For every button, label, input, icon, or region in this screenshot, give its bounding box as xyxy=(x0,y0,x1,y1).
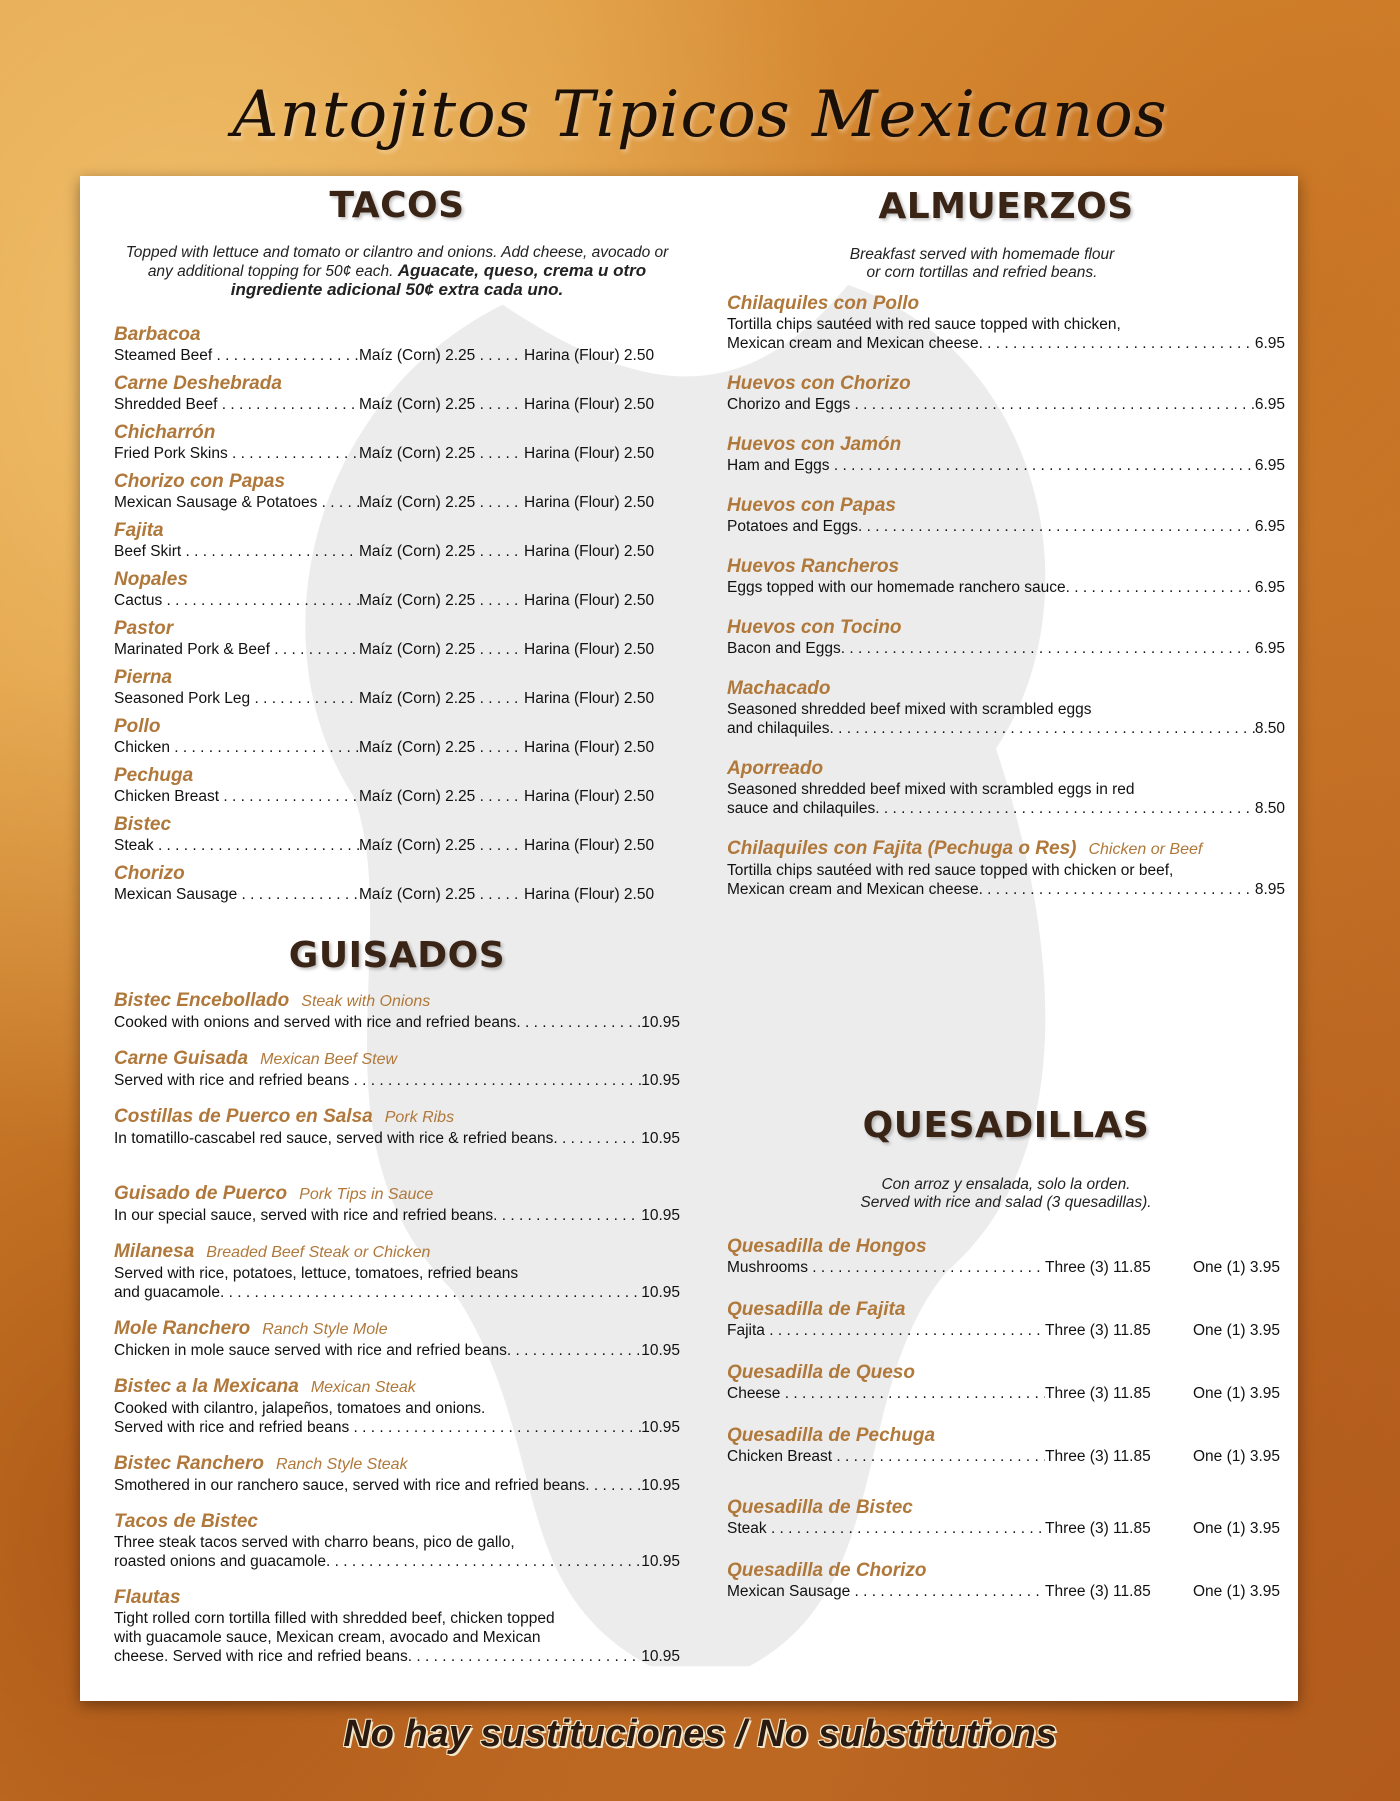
quesadilla-three-price: Three (3) 11.85 xyxy=(1045,1259,1151,1276)
guisado-subtitle: Ranch Style Steak xyxy=(275,1456,408,1473)
quesadilla-price-row xyxy=(727,1582,1285,1601)
quesadillas-intro-es: Con arroz y ensalada, solo la orden. xyxy=(881,1176,1131,1193)
guisado-price: 10.95 xyxy=(641,1130,680,1147)
taco-desc: Mexican Sausage . . . xyxy=(114,885,359,904)
guisado-price-row xyxy=(114,1476,680,1495)
guisado-price: 10.95 xyxy=(641,1014,680,1031)
taco-desc: Chicken . . . xyxy=(114,738,359,757)
taco-price-row xyxy=(114,444,680,463)
guisado-subtitle: Steak with Onions xyxy=(301,993,431,1010)
taco-corn-price: Maíz (Corn) 2.25 . . . xyxy=(359,346,524,365)
menu-panel xyxy=(80,176,1298,1701)
taco-flour-price: Harina (Flour) 2.50 xyxy=(524,543,655,560)
quesadilla-desc: Chicken Breast . . . xyxy=(727,1447,1045,1466)
almuerzo-desc: Eggs topped with our homemade ranchero sauce. . . . xyxy=(727,578,1255,597)
taco-item xyxy=(114,471,680,520)
almuerzo-price-row xyxy=(727,639,1285,658)
almuerzo-item xyxy=(727,758,1285,818)
taco-corn-price: Maíz (Corn) 2.25 . . . xyxy=(359,395,524,414)
taco-desc: Chicken Breast . . . xyxy=(114,787,359,806)
quesadilla-name: Quesadilla de Queso xyxy=(727,1362,915,1383)
guisado-item xyxy=(114,1376,680,1437)
almuerzo-item xyxy=(727,495,1285,536)
guisado-subtitle: Mexican Steak xyxy=(310,1379,416,1396)
almuerzo-desc: Mexican cream and Mexican cheese. . . . xyxy=(727,334,1255,353)
taco-flour-price: Harina (Flour) 2.50 xyxy=(524,690,655,707)
almuerzo-price-row xyxy=(727,799,1285,818)
guisado-item xyxy=(114,1048,680,1090)
guisado-desc: Served with rice and refried beans . . . xyxy=(114,1071,641,1090)
almuerzo-name-text: Huevos Rancheros xyxy=(727,556,900,577)
quesadillas-list xyxy=(727,1236,1285,1623)
taco-flour-price: Harina (Flour) 2.50 xyxy=(524,396,655,413)
almuerzo-item xyxy=(727,556,1285,597)
taco-name: Bistec xyxy=(114,814,172,835)
almuerzo-name-text: Chilaquiles con Pollo xyxy=(727,293,920,314)
taco-flour-price: Harina (Flour) 2.50 xyxy=(524,592,655,609)
taco-name: Pierna xyxy=(114,667,173,688)
almuerzo-name-text: Huevos con Chorizo xyxy=(727,373,911,394)
guisado-price-row xyxy=(114,1071,680,1090)
guisado-item xyxy=(114,1106,680,1148)
almuerzo-price: 6.95 xyxy=(1254,640,1285,657)
almuerzo-price-row xyxy=(727,517,1285,536)
guisado-name xyxy=(114,1587,680,1609)
quesadilla-desc: Mexican Sausage . . . xyxy=(727,1582,1045,1601)
quesadilla-one-price: One (1) 3.95 xyxy=(1193,1583,1281,1600)
guisado-price-row xyxy=(114,1206,680,1225)
guisado-price: 10.95 xyxy=(641,1342,680,1359)
guisado-name-text: Carne Guisada xyxy=(114,1048,249,1069)
guisado-desc: cheese. Served with rice and refried beans. . . . xyxy=(114,1647,641,1666)
almuerzo-name-text: Huevos con Jamón xyxy=(727,434,902,455)
almuerzos-heading: ALMUERZOS xyxy=(878,186,1134,227)
taco-corn-price: Maíz (Corn) 2.25 . . . xyxy=(359,885,524,904)
taco-item xyxy=(114,324,680,373)
taco-desc: Mexican Sausage & Potatoes . . . xyxy=(114,493,359,512)
almuerzo-name xyxy=(727,758,1285,780)
almuerzo-name xyxy=(727,434,1285,456)
almuerzo-name xyxy=(727,293,1285,315)
guisado-item xyxy=(114,990,680,1032)
taco-flour-price: Harina (Flour) 2.50 xyxy=(524,788,655,805)
almuerzo-price-row xyxy=(727,880,1285,899)
guisado-desc-line: Three steak tacos served with charro beans, pico de gallo, xyxy=(114,1534,515,1551)
tacos-intro xyxy=(114,244,680,300)
taco-price-row xyxy=(114,836,680,855)
taco-corn-price: Maíz (Corn) 2.25 . . . xyxy=(359,689,524,708)
guisado-item xyxy=(114,1587,680,1666)
almuerzo-item xyxy=(727,617,1285,658)
taco-item xyxy=(114,618,680,667)
quesadilla-name: Quesadilla de Fajita xyxy=(727,1299,906,1320)
guisado-name xyxy=(114,1318,680,1341)
quesadilla-three-price: Three (3) 11.85 xyxy=(1045,1583,1151,1600)
almuerzo-item xyxy=(727,434,1285,475)
almuerzo-name xyxy=(727,678,1285,700)
quesadillas-heading: QUESADILLAS xyxy=(862,1105,1150,1146)
taco-name: Pechuga xyxy=(114,765,194,786)
quesadilla-price-row xyxy=(727,1258,1285,1277)
almuerzo-price: 6.95 xyxy=(1254,579,1285,596)
guisado-desc: roasted onions and guacamole. . . . xyxy=(114,1552,641,1571)
taco-flour-price: Harina (Flour) 2.50 xyxy=(524,641,655,658)
taco-desc: Steamed Beef . . . xyxy=(114,346,359,365)
quesadilla-one-price: One (1) 3.95 xyxy=(1193,1520,1281,1537)
almuerzo-price: 8.95 xyxy=(1254,881,1285,898)
guisado-name xyxy=(114,1048,680,1071)
guisado-desc-line: Cooked with cilantro, jalapeños, tomatoes and onions. xyxy=(114,1400,486,1417)
taco-price-row xyxy=(114,738,680,757)
taco-flour-price: Harina (Flour) 2.50 xyxy=(524,886,655,903)
tacos-intro-es: Aguacate, queso, crema u otro ingrediente adicional 50¢ extra cada uno. xyxy=(230,261,647,299)
guisado-price-row xyxy=(114,1129,680,1148)
almuerzo-desc: Mexican cream and Mexican cheese. . . . xyxy=(727,880,1255,899)
taco-item xyxy=(114,667,680,716)
quesadilla-three-price: Three (3) 11.85 xyxy=(1045,1385,1151,1402)
quesadilla-desc: Steak . . . xyxy=(727,1519,1045,1538)
quesadilla-price-row xyxy=(727,1519,1285,1538)
taco-corn-price: Maíz (Corn) 2.25 . . . xyxy=(359,836,524,855)
almuerzo-name-text: Huevos con Tocino xyxy=(727,617,902,638)
quesadilla-one-price: One (1) 3.95 xyxy=(1193,1322,1281,1339)
taco-price-row xyxy=(114,493,680,512)
guisado-price-row xyxy=(114,1418,680,1437)
quesadilla-item xyxy=(727,1236,1285,1277)
guisado-name xyxy=(114,990,680,1013)
almuerzo-desc: Chorizo and Eggs . . . xyxy=(727,395,1255,414)
guisado-desc: Cooked with onions and served with rice and refried beans. . . . xyxy=(114,1013,641,1032)
quesadilla-name: Quesadilla de Chorizo xyxy=(727,1560,927,1581)
almuerzo-desc: Bacon and Eggs. . . . xyxy=(727,639,1255,658)
guisado-name xyxy=(114,1241,680,1264)
guisado-name xyxy=(114,1511,680,1533)
almuerzo-name-text: Machacado xyxy=(727,678,831,699)
guisado-price: 10.95 xyxy=(641,1284,680,1301)
guisado-desc: Served with rice and refried beans . . . xyxy=(114,1418,641,1437)
guisado-price: 10.95 xyxy=(641,1072,680,1089)
almuerzo-price-row xyxy=(727,719,1285,738)
almuerzo-desc-line: Seasoned shredded beef mixed with scrambled eggs xyxy=(727,701,1092,718)
taco-corn-price: Maíz (Corn) 2.25 . . . xyxy=(359,591,524,610)
taco-desc: Shredded Beef . . . xyxy=(114,395,359,414)
almuerzo-price-row xyxy=(727,395,1285,414)
taco-flour-price: Harina (Flour) 2.50 xyxy=(524,837,655,854)
almuerzo-desc-line: Seasoned shredded beef mixed with scrambled eggs in red xyxy=(727,781,1135,798)
menu-title: Antojitos Tipicos Mexicanos xyxy=(232,78,1168,152)
guisado-price-row xyxy=(114,1647,680,1666)
quesadilla-item xyxy=(727,1362,1285,1403)
almuerzo-price: 6.95 xyxy=(1254,518,1285,535)
guisado-name-text: Tacos de Bistec xyxy=(114,1511,258,1532)
taco-price-row xyxy=(114,640,680,659)
taco-flour-price: Harina (Flour) 2.50 xyxy=(524,739,655,756)
almuerzo-desc-line: Tortilla chips sautéed with red sauce topped with chicken or beef, xyxy=(727,862,1174,879)
taco-desc: Beef Skirt . . . xyxy=(114,542,359,561)
almuerzo-item xyxy=(727,678,1285,738)
taco-name: Pastor xyxy=(114,618,174,639)
quesadilla-item xyxy=(727,1425,1285,1466)
quesadillas-intro xyxy=(727,1176,1285,1212)
guisado-subtitle: Mexican Beef Stew xyxy=(260,1051,398,1068)
guisado-name-text: Bistec a la Mexicana xyxy=(114,1376,299,1397)
taco-price-row xyxy=(114,542,680,561)
taco-corn-price: Maíz (Corn) 2.25 . . . xyxy=(359,640,524,659)
tacos-heading: TACOS xyxy=(329,185,465,226)
guisado-desc: and guacamole. . . . xyxy=(114,1283,641,1302)
tacos-intro-en: Topped with lettuce and tomato or cilantro and onions. Add cheese, avocado or any additional topping for 50¢ each. xyxy=(125,244,669,280)
almuerzo-name xyxy=(727,617,1285,639)
quesadilla-item xyxy=(727,1299,1285,1340)
guisado-name xyxy=(114,1453,680,1476)
taco-name: Barbacoa xyxy=(114,324,201,345)
guisado-name xyxy=(114,1376,680,1399)
guisado-item xyxy=(114,1241,680,1302)
guisado-subtitle: Pork Ribs xyxy=(384,1109,455,1126)
almuerzo-price-row xyxy=(727,456,1285,475)
taco-corn-price: Maíz (Corn) 2.25 . . . xyxy=(359,493,524,512)
quesadilla-price-row xyxy=(727,1384,1285,1403)
guisado-subtitle: Breaded Beef Steak or Chicken xyxy=(206,1244,431,1261)
guisado-desc-line: Tight rolled corn tortilla filled with shredded beef, chicken topped xyxy=(114,1610,555,1627)
guisado-item xyxy=(114,1318,680,1360)
guisado-name-text: Bistec Ranchero xyxy=(114,1453,264,1474)
almuerzo-desc: sauce and chilaquiles. . . . xyxy=(727,799,1255,818)
almuerzo-name-text: Huevos con Papas xyxy=(727,495,896,516)
guisado-price: 10.95 xyxy=(641,1419,680,1436)
guisados-list xyxy=(114,990,680,1682)
almuerzos-intro: Breakfast served with homemade flour or corn tortillas and refried beans. xyxy=(849,246,1115,281)
quesadilla-name: Quesadilla de Pechuga xyxy=(727,1425,936,1446)
quesadilla-price-row xyxy=(727,1447,1285,1466)
taco-item xyxy=(114,863,680,912)
guisado-price-row xyxy=(114,1341,680,1360)
taco-desc: Steak . . . xyxy=(114,836,359,855)
guisado-name-text: Milanesa xyxy=(114,1241,195,1262)
quesadilla-one-price: One (1) 3.95 xyxy=(1193,1385,1281,1402)
taco-item xyxy=(114,765,680,814)
almuerzo-price: 6.95 xyxy=(1254,457,1285,474)
quesadilla-one-price: One (1) 3.95 xyxy=(1193,1448,1281,1465)
guisado-item xyxy=(114,1511,680,1571)
guisado-desc-line: Served with rice, potatoes, lettuce, tomatoes, refried beans xyxy=(114,1265,519,1282)
taco-desc: Marinated Pork & Beef . . . xyxy=(114,640,359,659)
taco-name: Nopales xyxy=(114,569,188,590)
quesadillas-intro-en: Served with rice and salad (3 quesadillas). xyxy=(860,1194,1152,1211)
quesadilla-desc: Cheese . . . xyxy=(727,1384,1045,1403)
quesadilla-name: Quesadilla de Bistec xyxy=(727,1497,913,1518)
guisado-price: 10.95 xyxy=(641,1207,680,1224)
taco-item xyxy=(114,520,680,569)
almuerzo-desc: Ham and Eggs . . . xyxy=(727,456,1255,475)
almuerzo-price: 8.50 xyxy=(1254,720,1285,737)
taco-item xyxy=(114,716,680,765)
almuerzo-item xyxy=(727,373,1285,414)
guisado-name-text: Bistec Encebollado xyxy=(114,990,290,1011)
taco-name: Chorizo xyxy=(114,863,185,884)
quesadilla-name: Quesadilla de Hongos xyxy=(727,1236,927,1257)
almuerzo-desc-line: Tortilla chips sautéed with red sauce topped with chicken, xyxy=(727,316,1121,333)
taco-price-row xyxy=(114,689,680,708)
almuerzo-name xyxy=(727,495,1285,517)
taco-price-row xyxy=(114,885,680,904)
almuerzo-subtitle: Chicken or Beef xyxy=(1088,841,1203,858)
quesadilla-desc: Fajita . . . xyxy=(727,1321,1045,1340)
guisado-price-row xyxy=(114,1552,680,1571)
quesadilla-three-price: Three (3) 11.85 xyxy=(1045,1448,1151,1465)
guisado-name-text: Mole Ranchero xyxy=(114,1318,251,1339)
guisado-desc: Smothered in our ranchero sauce, served with rice and refried beans. . . . xyxy=(114,1476,641,1495)
tacos-list xyxy=(114,324,680,912)
taco-corn-price: Maíz (Corn) 2.25 . . . xyxy=(359,787,524,806)
guisado-item xyxy=(114,1453,680,1495)
taco-flour-price: Harina (Flour) 2.50 xyxy=(524,347,655,364)
almuerzo-price: 8.50 xyxy=(1254,800,1285,817)
taco-price-row xyxy=(114,787,680,806)
guisado-subtitle: Ranch Style Mole xyxy=(262,1321,388,1338)
taco-desc: Cactus . . . xyxy=(114,591,359,610)
guisado-price: 10.95 xyxy=(641,1648,680,1665)
guisado-item xyxy=(114,1183,680,1225)
almuerzo-price: 6.95 xyxy=(1254,335,1285,352)
taco-item xyxy=(114,569,680,618)
guisado-desc: Chicken in mole sauce served with rice and refried beans. . . . xyxy=(114,1341,641,1360)
taco-desc: Fried Pork Skins . . . xyxy=(114,444,359,463)
taco-price-row xyxy=(114,395,680,414)
taco-item xyxy=(114,814,680,863)
taco-name: Chicharrón xyxy=(114,422,216,443)
almuerzo-price: 6.95 xyxy=(1254,396,1285,413)
almuerzo-name xyxy=(727,373,1285,395)
taco-price-row xyxy=(114,346,680,365)
taco-name: Pollo xyxy=(114,716,161,737)
quesadilla-three-price: Three (3) 11.85 xyxy=(1045,1322,1151,1339)
guisados-heading: GUISADOS xyxy=(288,935,506,976)
guisado-price: 10.95 xyxy=(641,1553,680,1570)
guisado-price-row xyxy=(114,1013,680,1032)
quesadilla-price-row xyxy=(727,1321,1285,1340)
guisado-name xyxy=(114,1183,680,1206)
almuerzo-name xyxy=(727,556,1285,578)
guisado-name xyxy=(114,1106,680,1129)
quesadilla-item xyxy=(727,1497,1285,1538)
almuerzo-name-text: Chilaquiles con Fajita (Pechuga o Res) xyxy=(727,838,1077,859)
guisado-name-text: Flautas xyxy=(114,1587,181,1608)
guisado-name-text: Costillas de Puerco en Salsa xyxy=(114,1106,373,1127)
almuerzo-price-row xyxy=(727,578,1285,597)
footer-note: No hay sustituciones / No substitutions xyxy=(343,1713,1057,1755)
taco-price-row xyxy=(114,591,680,610)
taco-item xyxy=(114,422,680,471)
guisado-desc: In our special sauce, served with rice and refried beans. . . . xyxy=(114,1206,641,1225)
quesadilla-item xyxy=(727,1560,1285,1601)
taco-desc: Seasoned Pork Leg . . . xyxy=(114,689,359,708)
taco-flour-price: Harina (Flour) 2.50 xyxy=(524,445,655,462)
almuerzo-name-text: Aporreado xyxy=(727,758,824,779)
almuerzo-desc: Potatoes and Eggs. . . . xyxy=(727,517,1255,536)
quesadilla-desc: Mushrooms . . . xyxy=(727,1258,1045,1277)
almuerzo-item xyxy=(727,838,1285,899)
guisado-desc: In tomatillo-cascabel red sauce, served with rice & refried beans. . . . xyxy=(114,1129,641,1148)
taco-item xyxy=(114,373,680,422)
almuerzo-price-row xyxy=(727,334,1285,353)
guisado-price: 10.95 xyxy=(641,1477,680,1494)
almuerzo-name xyxy=(727,838,1285,861)
almuerzo-desc: and chilaquiles. . . . xyxy=(727,719,1255,738)
taco-corn-price: Maíz (Corn) 2.25 . . . xyxy=(359,738,524,757)
guisado-price-row xyxy=(114,1283,680,1302)
taco-corn-price: Maíz (Corn) 2.25 . . . xyxy=(359,444,524,463)
quesadilla-three-price: Three (3) 11.85 xyxy=(1045,1520,1151,1537)
taco-name: Fajita xyxy=(114,520,164,541)
guisado-name-text: Guisado de Puerco xyxy=(114,1183,288,1204)
almuerzo-item xyxy=(727,293,1285,353)
taco-corn-price: Maíz (Corn) 2.25 . . . xyxy=(359,542,524,561)
taco-flour-price: Harina (Flour) 2.50 xyxy=(524,494,655,511)
guisado-subtitle: Pork Tips in Sauce xyxy=(299,1186,434,1203)
guisado-desc-line: with guacamole sauce, Mexican cream, avocado and Mexican xyxy=(114,1629,541,1646)
taco-name: Carne Deshebrada xyxy=(114,373,282,394)
almuerzos-list xyxy=(727,293,1285,919)
quesadilla-one-price: One (1) 3.95 xyxy=(1193,1259,1281,1276)
taco-name: Chorizo con Papas xyxy=(114,471,286,492)
